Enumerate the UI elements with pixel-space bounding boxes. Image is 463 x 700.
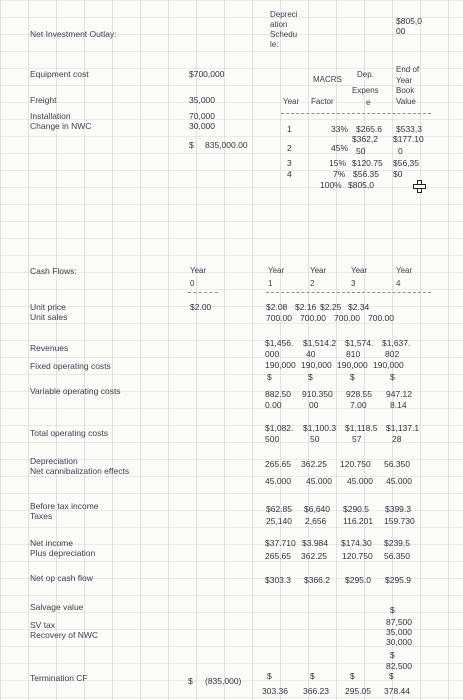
year-4-header: Year bbox=[396, 266, 413, 275]
recovery-nwc-label: Recovery of NWC bbox=[30, 630, 99, 640]
salvage-total-dollar: $ bbox=[390, 650, 395, 660]
variable-dollar-y4: $ bbox=[390, 372, 395, 382]
dep-total-factor: 100% bbox=[320, 180, 342, 190]
net-income-y1: $37.710 bbox=[265, 538, 296, 548]
before-tax-income-y2: $6,640 bbox=[304, 504, 330, 514]
cannibalization-y2: 45.000 bbox=[306, 476, 332, 486]
unit-price-y3: $2.25 bbox=[320, 302, 342, 312]
total-costs-y2-b: 50 bbox=[310, 434, 320, 444]
salvage-value-label: Salvage value bbox=[30, 602, 84, 612]
schedule-title-4: le: bbox=[270, 40, 279, 49]
depreciation-y2: 362.25 bbox=[301, 459, 327, 469]
dep-year-1: 1 bbox=[287, 124, 292, 134]
fixed-costs-y1: 190,000 bbox=[265, 360, 296, 370]
fixed-costs-label: Fixed operating costs bbox=[30, 361, 111, 371]
year-1-header: Year bbox=[268, 266, 285, 275]
year-3-header: Year bbox=[351, 266, 368, 275]
total-costs-label: Total operating costs bbox=[30, 428, 108, 438]
net-income-y4: $239.5 bbox=[384, 538, 410, 548]
macrs-header: MACRS bbox=[313, 75, 342, 84]
unit-price-y2: $2.16 bbox=[295, 302, 317, 312]
variable-costs-y4-b: 8.14 bbox=[390, 400, 407, 410]
book-header-4: Value bbox=[396, 97, 416, 106]
taxes-y2: 2,656 bbox=[305, 516, 327, 526]
unit-price-y1: $2.08 bbox=[266, 302, 288, 312]
total-costs-y3-b: 57 bbox=[352, 434, 362, 444]
unit-price-y0: $2.00 bbox=[190, 302, 212, 312]
termination-dollar-y1: $ bbox=[267, 671, 272, 681]
total-costs-y2-a: $1,100.3 bbox=[303, 423, 337, 433]
fixed-costs-y3: 190,000 bbox=[337, 360, 368, 370]
plus-depreciation-y3: 120.750 bbox=[342, 551, 373, 561]
dep-book-2b: 0 bbox=[398, 146, 403, 156]
dep-expense-1: $265.6 bbox=[356, 124, 382, 134]
sv-tax-y4: 35,000 bbox=[386, 627, 412, 637]
schedule-title-2: ation bbox=[270, 20, 288, 29]
revenues-label: Revenues bbox=[30, 343, 69, 353]
net-income-y2: $3.984 bbox=[302, 538, 328, 548]
total-costs-y1-b: 500 bbox=[265, 434, 280, 444]
net-income-label: Net income bbox=[30, 538, 73, 548]
book-header-2: Year bbox=[396, 76, 413, 85]
variable-dollar-y2: $ bbox=[308, 372, 313, 382]
cannibalization-y4: 45.000 bbox=[386, 476, 412, 486]
dep-header-3: e bbox=[366, 98, 371, 107]
termination-cf-label: Termination CF bbox=[30, 673, 88, 683]
cannibalization-label: Net cannibalization effects bbox=[30, 466, 130, 476]
dep-expense-3: $120.75 bbox=[352, 158, 383, 168]
unit-price-label: Unit price bbox=[30, 302, 66, 312]
installation-value: 70,000 bbox=[189, 111, 215, 121]
salvage-total-y4: 82,500 bbox=[386, 661, 412, 671]
termination-dollar-y4: $ bbox=[389, 671, 394, 681]
unit-sales-label: Unit sales bbox=[30, 312, 68, 322]
years-divider bbox=[266, 292, 431, 293]
unit-sales-y2: 700.00 bbox=[300, 313, 326, 323]
schedule-divider bbox=[281, 113, 431, 114]
termination-y2: 366.23 bbox=[303, 686, 329, 696]
variable-costs-label: Variable operating costs bbox=[30, 386, 121, 396]
termination-y3: 295.05 bbox=[345, 686, 371, 696]
before-tax-income-y4: $399.3 bbox=[385, 504, 411, 514]
dep-expense-4: $56.35 bbox=[353, 169, 379, 179]
dep-factor-2: 45% bbox=[331, 143, 349, 153]
cannibalization-y3: 45.000 bbox=[347, 476, 373, 486]
revenue-y4-b: 802 bbox=[385, 349, 400, 359]
book-header-1: End of bbox=[396, 65, 420, 74]
before-tax-income-y3: $290.5 bbox=[343, 504, 369, 514]
outlay-value-2: 00 bbox=[396, 26, 406, 36]
revenue-y2-b: 40 bbox=[306, 349, 316, 359]
variable-dollar-y1: $ bbox=[267, 372, 272, 382]
schedule-title-1: Depreci bbox=[270, 10, 298, 19]
net-op-cash-flow-label: Net op cash flow bbox=[30, 573, 93, 583]
salvage-dollar: $ bbox=[390, 605, 395, 615]
total-costs-y4-b: 28 bbox=[392, 434, 402, 444]
taxes-y1: 25,140 bbox=[266, 516, 292, 526]
year-3-number: 3 bbox=[351, 279, 356, 288]
variable-costs-y1-b: 0.00 bbox=[265, 400, 282, 410]
net-investment-outlay-label: Net Investment Outlay: bbox=[30, 29, 117, 39]
taxes-y3: 116.201 bbox=[343, 516, 374, 526]
cursor-crosshair-icon bbox=[413, 180, 426, 193]
plus-depreciation-y2: 362.25 bbox=[301, 551, 327, 561]
dep-book-2: $177.10 bbox=[393, 134, 424, 144]
depreciation-y3: 120.750 bbox=[340, 459, 371, 469]
dep-book-4: $0 bbox=[393, 169, 403, 179]
net-op-cash-flow-y4: $295.9 bbox=[385, 575, 411, 585]
freight-label: Freight bbox=[30, 95, 57, 105]
total-value: 835,000.00 bbox=[205, 140, 248, 150]
taxes-label: Taxes bbox=[30, 511, 53, 521]
outlay-value-1: $805,0 bbox=[396, 16, 422, 26]
revenue-y1-a: $1,456. bbox=[265, 338, 294, 348]
plus-depreciation-y4: 56.350 bbox=[384, 551, 410, 561]
termination-y4: 378.44 bbox=[384, 686, 410, 696]
dep-expense-2: $362,2 bbox=[352, 134, 378, 144]
year-2-number: 2 bbox=[310, 279, 315, 288]
change-nwc-label: Change in NWC bbox=[30, 121, 92, 131]
variable-costs-y2-a: 910.350 bbox=[302, 389, 333, 399]
dep-year-3: 3 bbox=[287, 158, 292, 168]
book-header-3: Book bbox=[396, 86, 415, 95]
plus-depreciation-label: Plus depreciation bbox=[30, 548, 96, 558]
cannibalization-y1: 45.000 bbox=[265, 476, 291, 486]
year-2-header: Year bbox=[310, 266, 327, 275]
dep-factor-4: 7% bbox=[333, 169, 346, 179]
recovery-nwc-y4: 30,000 bbox=[386, 637, 412, 647]
fixed-costs-y2: 190,000 bbox=[301, 360, 332, 370]
cash-flows-label: Cash Flows: bbox=[30, 266, 77, 276]
revenue-y1-b: 000 bbox=[265, 349, 280, 359]
dep-book-3: $56,35 bbox=[393, 158, 419, 168]
dep-total-expense: $805,0 bbox=[348, 180, 374, 190]
dep-book-1: $533,3 bbox=[396, 124, 422, 134]
revenue-y4-a: $1,637. bbox=[382, 338, 411, 348]
total-dollar: $ bbox=[189, 140, 194, 150]
plus-depreciation-y1: 265.65 bbox=[265, 551, 291, 561]
dep-year-4: 4 bbox=[287, 169, 292, 179]
variable-costs-y3-b: 7.00 bbox=[350, 400, 367, 410]
dep-header-1: Dep. bbox=[357, 70, 374, 79]
variable-costs-y4-a: 947.12 bbox=[386, 389, 412, 399]
dep-header-2: Expens bbox=[352, 86, 379, 95]
fixed-costs-y4: 190,000 bbox=[373, 360, 404, 370]
dep-factor-3: 15% bbox=[329, 158, 347, 168]
change-nwc-value: 30,000 bbox=[189, 121, 215, 131]
revenue-y3-a: $1,574. bbox=[345, 338, 374, 348]
dep-factor-1: 33% bbox=[331, 124, 349, 134]
depreciation-label: Depreciation bbox=[30, 456, 78, 466]
termination-y0: (835,000) bbox=[205, 676, 242, 686]
installation-label: Installation bbox=[30, 111, 71, 121]
total-costs-y4-a: $1,137.1 bbox=[386, 423, 420, 433]
before-tax-income-label: Before tax income bbox=[30, 501, 99, 511]
net-op-cash-flow-y2: $366.2 bbox=[304, 575, 330, 585]
termination-dollar-y3: $ bbox=[350, 671, 355, 681]
variable-dollar-y3: $ bbox=[350, 372, 355, 382]
revenue-y3-b: 810 bbox=[346, 349, 361, 359]
depreciation-y1: 265.65 bbox=[265, 459, 291, 469]
taxes-y4: 159.730 bbox=[384, 516, 415, 526]
equipment-cost-value: $700,000 bbox=[189, 69, 225, 79]
year-0-number: 0 bbox=[190, 279, 195, 288]
sv-tax-label: SV tax bbox=[30, 620, 56, 630]
year-header: Year bbox=[283, 97, 300, 106]
before-tax-income-y1: $62.85 bbox=[266, 504, 292, 514]
termination-y1: 303.36 bbox=[262, 686, 288, 696]
unit-sales-y1: 700.00 bbox=[266, 313, 292, 323]
equipment-cost-label: Equipment cost bbox=[30, 69, 89, 79]
depreciation-y4: 56.350 bbox=[384, 459, 410, 469]
salvage-value-y4: 87,500 bbox=[386, 617, 412, 627]
year-1-number: 1 bbox=[268, 279, 273, 288]
total-costs-y3-a: $1,118.5 bbox=[345, 423, 378, 433]
revenue-y2-a: $1,514.2 bbox=[303, 338, 337, 348]
variable-costs-y1-a: 882.50 bbox=[265, 389, 291, 399]
net-op-cash-flow-y1: $303.3 bbox=[265, 575, 291, 585]
dep-year-2: 2 bbox=[287, 143, 292, 153]
unit-sales-y3: 700.00 bbox=[334, 313, 360, 323]
year-4-number: 4 bbox=[396, 279, 401, 288]
total-costs-y1-a: $1,082. bbox=[265, 423, 294, 433]
unit-sales-y4: 700.00 bbox=[368, 313, 394, 323]
freight-value: 35,000 bbox=[189, 95, 215, 105]
variable-costs-y2-b: 00 bbox=[309, 400, 319, 410]
variable-costs-y3-a: 928.55 bbox=[346, 389, 372, 399]
net-income-y3: $174.30 bbox=[341, 538, 372, 548]
net-op-cash-flow-y3: $295.0 bbox=[345, 575, 371, 585]
dep-expense-2b: 50 bbox=[356, 146, 366, 156]
termination-y0-dollar: $ bbox=[188, 676, 193, 686]
schedule-title-3: Schedu bbox=[270, 30, 298, 39]
termination-dollar-y2: $ bbox=[310, 671, 315, 681]
factor-header: Factor bbox=[311, 97, 334, 106]
year-0-header: Year bbox=[190, 266, 207, 275]
unit-price-y4: $2.34 bbox=[348, 302, 370, 312]
year-0-divider bbox=[188, 292, 218, 293]
